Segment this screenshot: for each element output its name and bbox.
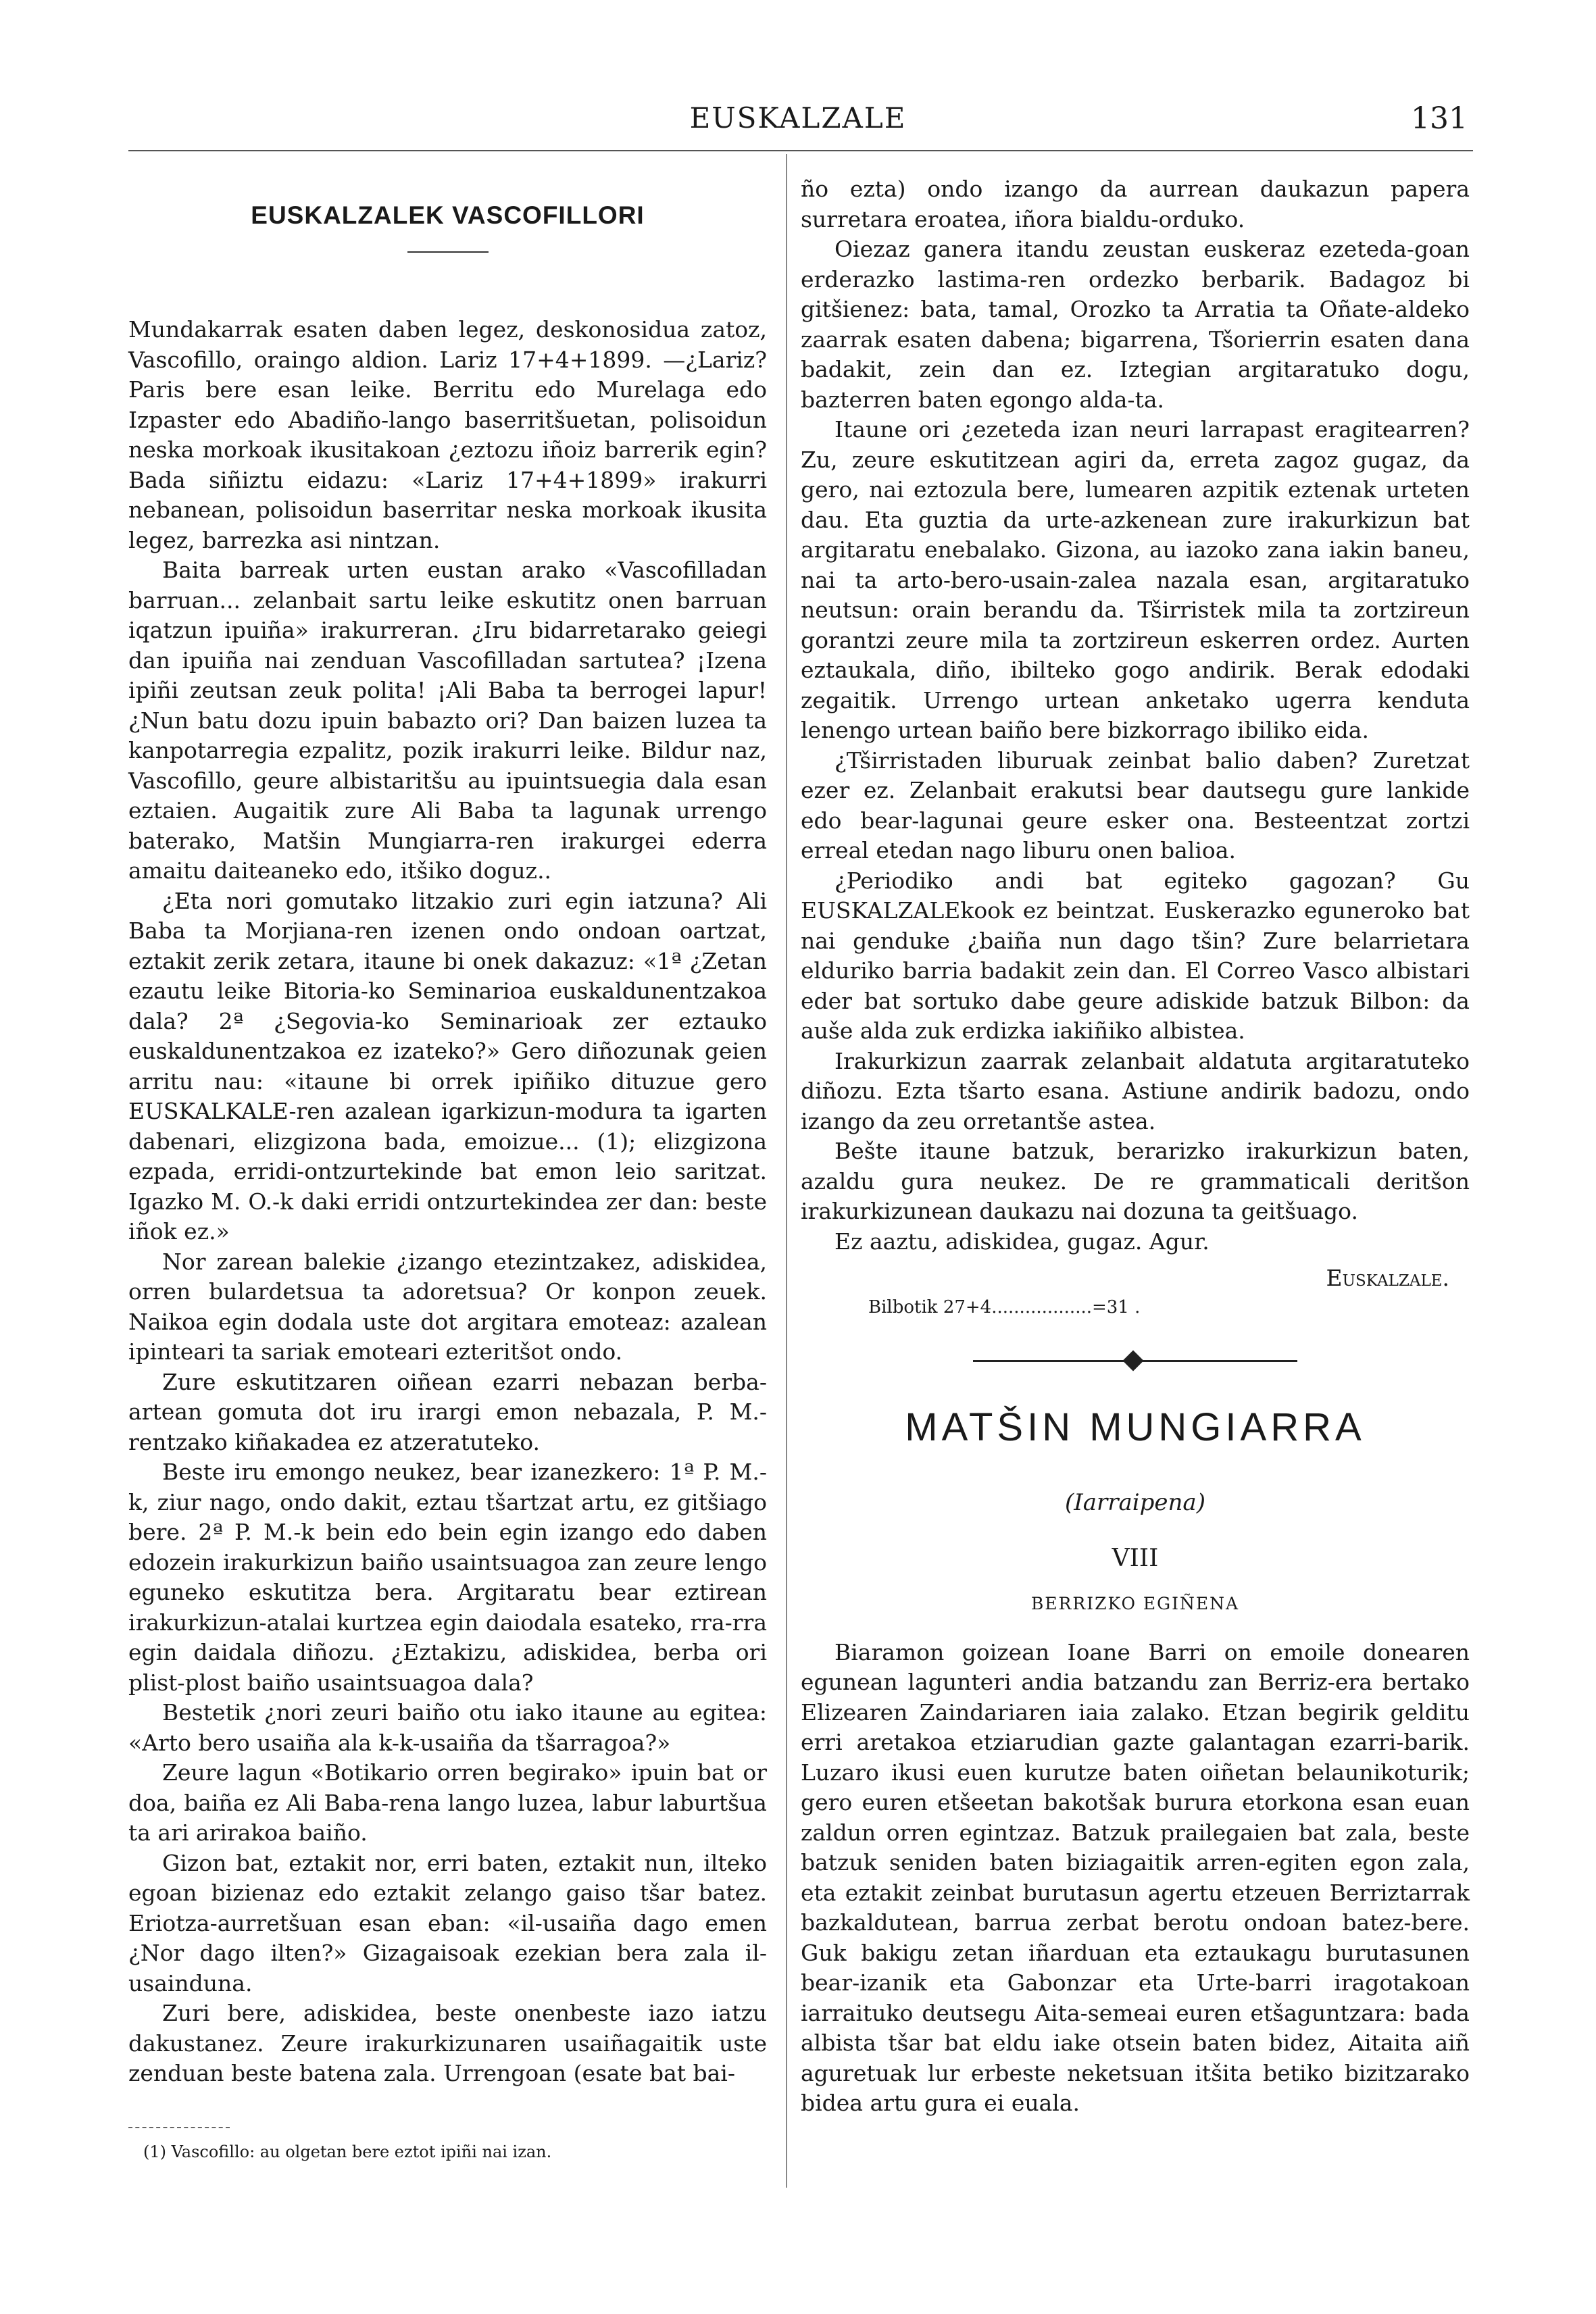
paragraph: Mundakarrak esaten daben legez, deskonosidua zatoz, Vascofillo, oraingo aldion. Lariz 17+4+1899. —¿Lariz? Paris bere esan leike. Berritu edo Murelaga edo Izpaster edo Abadiño-lango baserritšuetan, polisoidun neska morkoak ikusitakoan ¿eztozu iñoiz barrerik egin? Bada siñiztu eidazu: «Lariz 17+4+1899» irakurri nebanean, polisoidun baserritar neska morkoak ikusita legez, barrezka asi nintzan. <box>128 316 767 553</box>
signature: Euskalzale. <box>1326 1265 1449 1291</box>
left-column <box>128 174 767 2163</box>
story-title: MATŠIN MUNGIARRA <box>905 1405 1366 1449</box>
paragraph: Biaramon goizean Ioane Barri on emoile donearen egunean lagunteri andia batzandu zan Berriz-era bertako Elizearen Zaindariaren iaia zalako. Etzan begirik gelditu erri aretakoa etziarudian gazte galantagan ezarri-barik. Luzaro ikusi euen kurutze baten oiñetan belaunikoturik; gero euren etšeetan bakotšak burura etorkona esan euan zaldun orren egintzaz. Batzuk prailegaien bat zala, beste batzuk seniden baten biziagaitik arren-egiten egon zala, eta eztakit zeinbat burutasun agertu etzeuen Berriztarrak bazkaldutean, barrua zerbat berotu ondoan batez-bere. Guk bakigu zetan iñarduan eta eztaukagu burutasunen bear-izanik eta Gabonzar eta Urte-barri iragotakoan iarraituko deutsegu Aita-semeai euren etšaguntzara: bada albista tšar bat eldu iake otsein baten bidez, Aitaita aiñ aguretuak lur erbeste neketsuan itšita betiko bizitzarako bidea artu gura ei euala. <box>801 1638 1470 2116</box>
paragraph: Bestetik ¿nori zeuri baiño otu iako itaune au egitea: «Arto bero usaiña ala k-k-usaiña da tšarragoa?» <box>128 1699 767 1756</box>
paragraph: Irakurkizun zaarrak zelanbait aldatuta argitaratuteko diñozu. Ezta tšarto esana. Astiune andirik badozu, ondo izango da zeu orretantše astea. <box>801 1047 1470 1134</box>
paragraph: Bešte itaune batzuk, berarizko irakurkizun baten, azaldu gura neukez. De re grammaticali deritšon irakurkizunean daukazu nai dozuna ta geitšuago. <box>801 1138 1470 1224</box>
paragraph: ¿Periodiko andi bat egiteko gagozan? Gu EUSKALZALEkook ez beintzat. Euskerazko eguneroko bat nai genduke ¿baiña nun dago tšin? Zure belarrietara elduriko barria badakit zein dan. El Correo Vasco albistari eder bat sortuko dabe geure adiskide batzuk Bilbon: da auše alda zuk erdizka iakiñiko albistea. <box>801 867 1470 1044</box>
right-column <box>801 174 1470 2119</box>
column-divider <box>786 154 787 2188</box>
paragraph: ¿Tširristaden liburuak zeinbat balio daben? Zuretzat ezer ez. Zelanbait erakutsi bear dautsegu gure lankide edo bear-lagunai geure esker ona. Besteentzat zortzi erreal etedan nago liburu onen balioa. <box>801 747 1470 863</box>
paragraph: Gizon bat, eztakit nor, erri baten, eztakit nun, ilteko egoan bizienaz edo eztakit zelango gaiso tšar batez. Eriotza-aurretšuan esan eban: «il-usaiña dago emen ¿Nor dago ilten?» Gizagaisoak ezekian bera zala il-usainduna. <box>128 1849 767 1996</box>
paragraph: Itaune ori ¿ezeteda izan neuri larrapast eragitearren? Zu, zeure eskutitzean agiri da, erreta zagoz gugaz, da gero, nai eztozula bere, lumearen azpitik eztenak urteten dau. Eta guztia da urte-azkenean zure irakurkizun bat argitaratu enebalako. Gizona, au iazoko zana iakin baneu, nai ta arto-bero-usain-zalea nazala esan, argitaratuko neutsun: orain berandu da. Tširristek mila ta zortzireun gorantzi zeure mila ta zortzireun eskerren ordez. Aurten eztaukala, diño, ibilteko gogo andirik. Berak edodaki zegaitik. Urrengo urtean anketako ugerra kenduta lenengo urtean baiño bere bizkorrago ibiliko eida. <box>801 416 1470 743</box>
page-number: 131 <box>1411 101 1468 136</box>
paragraph: ño ezta) ondo izango da aurrean daukazun papera surretara eroatea, iñora bialdu-orduko. <box>801 176 1470 232</box>
article-title: EUSKALZALEK VASCOFILLORI <box>251 201 645 229</box>
paragraph: Zeure lagun «Botikario orren begirako» ipuin bat or doa, baiña ez Ali Baba-rena lango luzea, labur laburtšua ta ari arirakoa baiño. <box>128 1759 767 1846</box>
paragraph: ¿Eta nori gomutako litzakio zuri egin iatzuna? Ali Baba ta Morjiana-ren izenen ondo ondoan oartzat, eztakit zerik zetara, itaune bi onek dakazuz: «1ª ¿Zetan ezautu leike Bitoria-ko Seminarioa euskaldunentzakoa dala? 2ª ¿Segovia-ko Seminarioak zer eztauko euskaldunentzakoa ez izateko?» Gero diñozunak geien arritu nau: «itaune bi orrek ipiñiko dituzue gero EUSKALKALE-ren azalean igarkizun-modura ta igarten dabenari, elizgizona bada, emoizue... (1); elizgizona ezpada, erridi-ontzurtekinde bat emon leio saritzat. Igazko M. O.-k daki erridi ontzurtekindea zer dan: beste iñok ez.» <box>128 887 767 1244</box>
paragraph: Nor zarean balekie ¿izango etezintzakez, adiskidea, orren bulardetsua ta adoretsua? Or konpon zeuek. Naikoa egin dodala uste dot argitara emoteaz: azalean ipinteari ta sariak emoteari ezteritšot ondo. <box>128 1248 767 1365</box>
title-rule <box>407 251 489 253</box>
paragraph: Zuri bere, adiskidea, beste onenbeste iazo iatzu dakustanez. Zeure irakurkizunaren usaiñagaitik uste zenduan beste batena zala. Urrengoan (esate bat bai- <box>128 2000 767 2086</box>
footnote: (1) Vascofillo: au olgetan bere eztot ipiñi nai izan. <box>143 2142 552 2161</box>
ornamental-rule <box>973 1357 1297 1364</box>
paragraph: Baita barreak urten eustan arako «Vascofilladan barruan... zelanbait sartu leike eskutitz onen barruan iqatzun ipuiña» irakurreran. ¿Iru bidarretarako geiegi dan ipuiña nai zenduan Vascofilladan sartutea? ¡Izena ipiñi zeutsan zeuk polita! ¡Ali Baba ta berrogei lapur! ¿Nun batu dozu ipuin babazto ori? Dan baizen luzea ta kanpotarregia ezpalitz, pozik irakurri leike. Bildur naz, Vascofillo, geure albistaritšu au ipuintsuegia dala esan eztaien. Augaitik zure Ali Baba ta lagunak urrengo baterako, Matšin Mungiarra-ren irakurgei ederra amaitu daiteaneko edo, itšiko doguz.. <box>128 557 767 884</box>
running-title: EUSKALZALE <box>689 101 907 134</box>
chapter-number: VIII <box>1112 1544 1159 1572</box>
dateline: Bilbotik 27+4..................=31 . <box>868 1297 1141 1317</box>
footnote-rule <box>128 2127 230 2128</box>
paragraph: Zure eskutitzaren oiñean ezarri nebazan berba-artean gomuta dot iru irargi emon nebazala, P. M.-rentzako kiñakadea ez atzeratuteko. <box>128 1368 767 1455</box>
chapter-title: BERRIZKO EGIÑENA <box>1030 1593 1240 1613</box>
paragraph: Beste iru emongo neukez, bear izanezkero: 1ª P. M.-k, ziur nago, ondo dakit, eztau tšartzat artu, ez gitšiago bere. 2ª P. M.-k bein edo bein egin izango edo daben edozein irakurkizun baiño usaintsuagoa zan zeure lengo eguneko eskutitza bera. Argitaratu bear eztirean irakurkizun-atalai kurtzea egin daiodala esateko, rra-rra egin daidala diñozu. ¿Eztakizu, adiskidea, berba ori plist-plost baiño usaintsuagoa dala? <box>128 1459 767 1696</box>
header-rule <box>128 150 1473 151</box>
story-subtitle: (Iarraipena) <box>1065 1488 1205 1516</box>
paragraph: Oiezaz ganera itandu zeustan euskeraz ezeteda-goan erderazko lastima-ren ordezko berbarik. Badagoz bi gitšienez: bata, tamal, Orozko ta Arratia ta Oñate-aldeko zaarrak esaten dabena; bigarrena, Tšorierrin esaten dana badakit, zein dan ez. Iztegian argitaratuko dogu, bazterren baten egongo alda-ta. <box>801 236 1470 413</box>
paragraph: Ez aaztu, adiskidea, gugaz. Agur. <box>834 1228 1210 1255</box>
